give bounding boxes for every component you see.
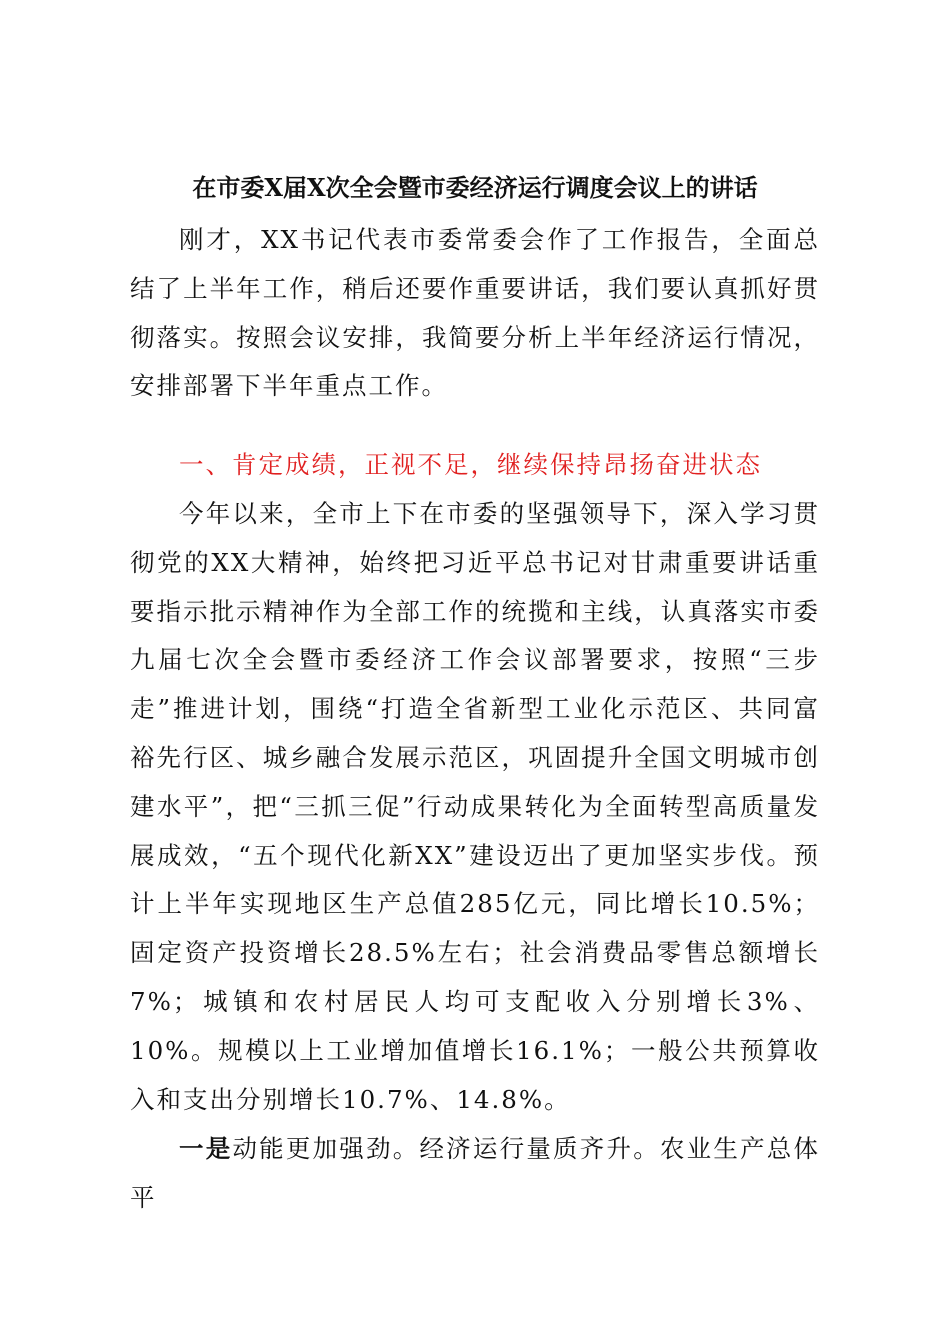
document-title: 在市委X届X次全会暨市委经济运行调度会议上的讲话: [192, 173, 758, 202]
paragraph-intro: 刚才，XX书记代表市委常委会作了工作报告，全面总结了上半年工作，稍后还要作重要讲话，我们要认真抓好贯彻落实。按照会议安排，我简要分析上半年经济运行情况，安排部署下半年重点工作。: [130, 225, 820, 401]
paragraph-point-one: [130, 1125, 820, 1223]
section-heading: 一、肯定成绩，正视不足，继续保持昂扬奋进状态: [179, 450, 762, 479]
point-one-text: 动能更加强劲。经济运行量质齐升。农业生产总体平: [130, 1134, 821, 1212]
paragraph-achievements: 今年以来，全市上下在市委的坚强领导下，深入学习贯彻党的XX大精神，始终把习近平总书记对甘肃重要讲话重要指示批示精神作为全部工作的统揽和主线，认真落实市委九届七次全会暨市委经济工作会议部署要求，按照“三步走”推进计划，围绕“打造全省新型工业化示范区、共同富裕先行区、城乡融合发展示范区，巩固提升全国文明城市创建水平”，把“三抓三促”行动成果转化为全面转型高质量发展成效，“五个现代化新XX”建设迈出了更加坚实步伐。预计上半年实现地区生产总值285亿元，同比增长10.5%；固定资产投资增长28.5%左右；社会消费品零售总额增长7%；城镇和农村居民人均可支配收入分别增长3%、10%。规模以上工业增加值增长16.1%；一般公共预算收入和支出分别增长10.7%、14.8%。: [130, 499, 820, 1114]
point-one-lead: 一是: [179, 1134, 233, 1163]
